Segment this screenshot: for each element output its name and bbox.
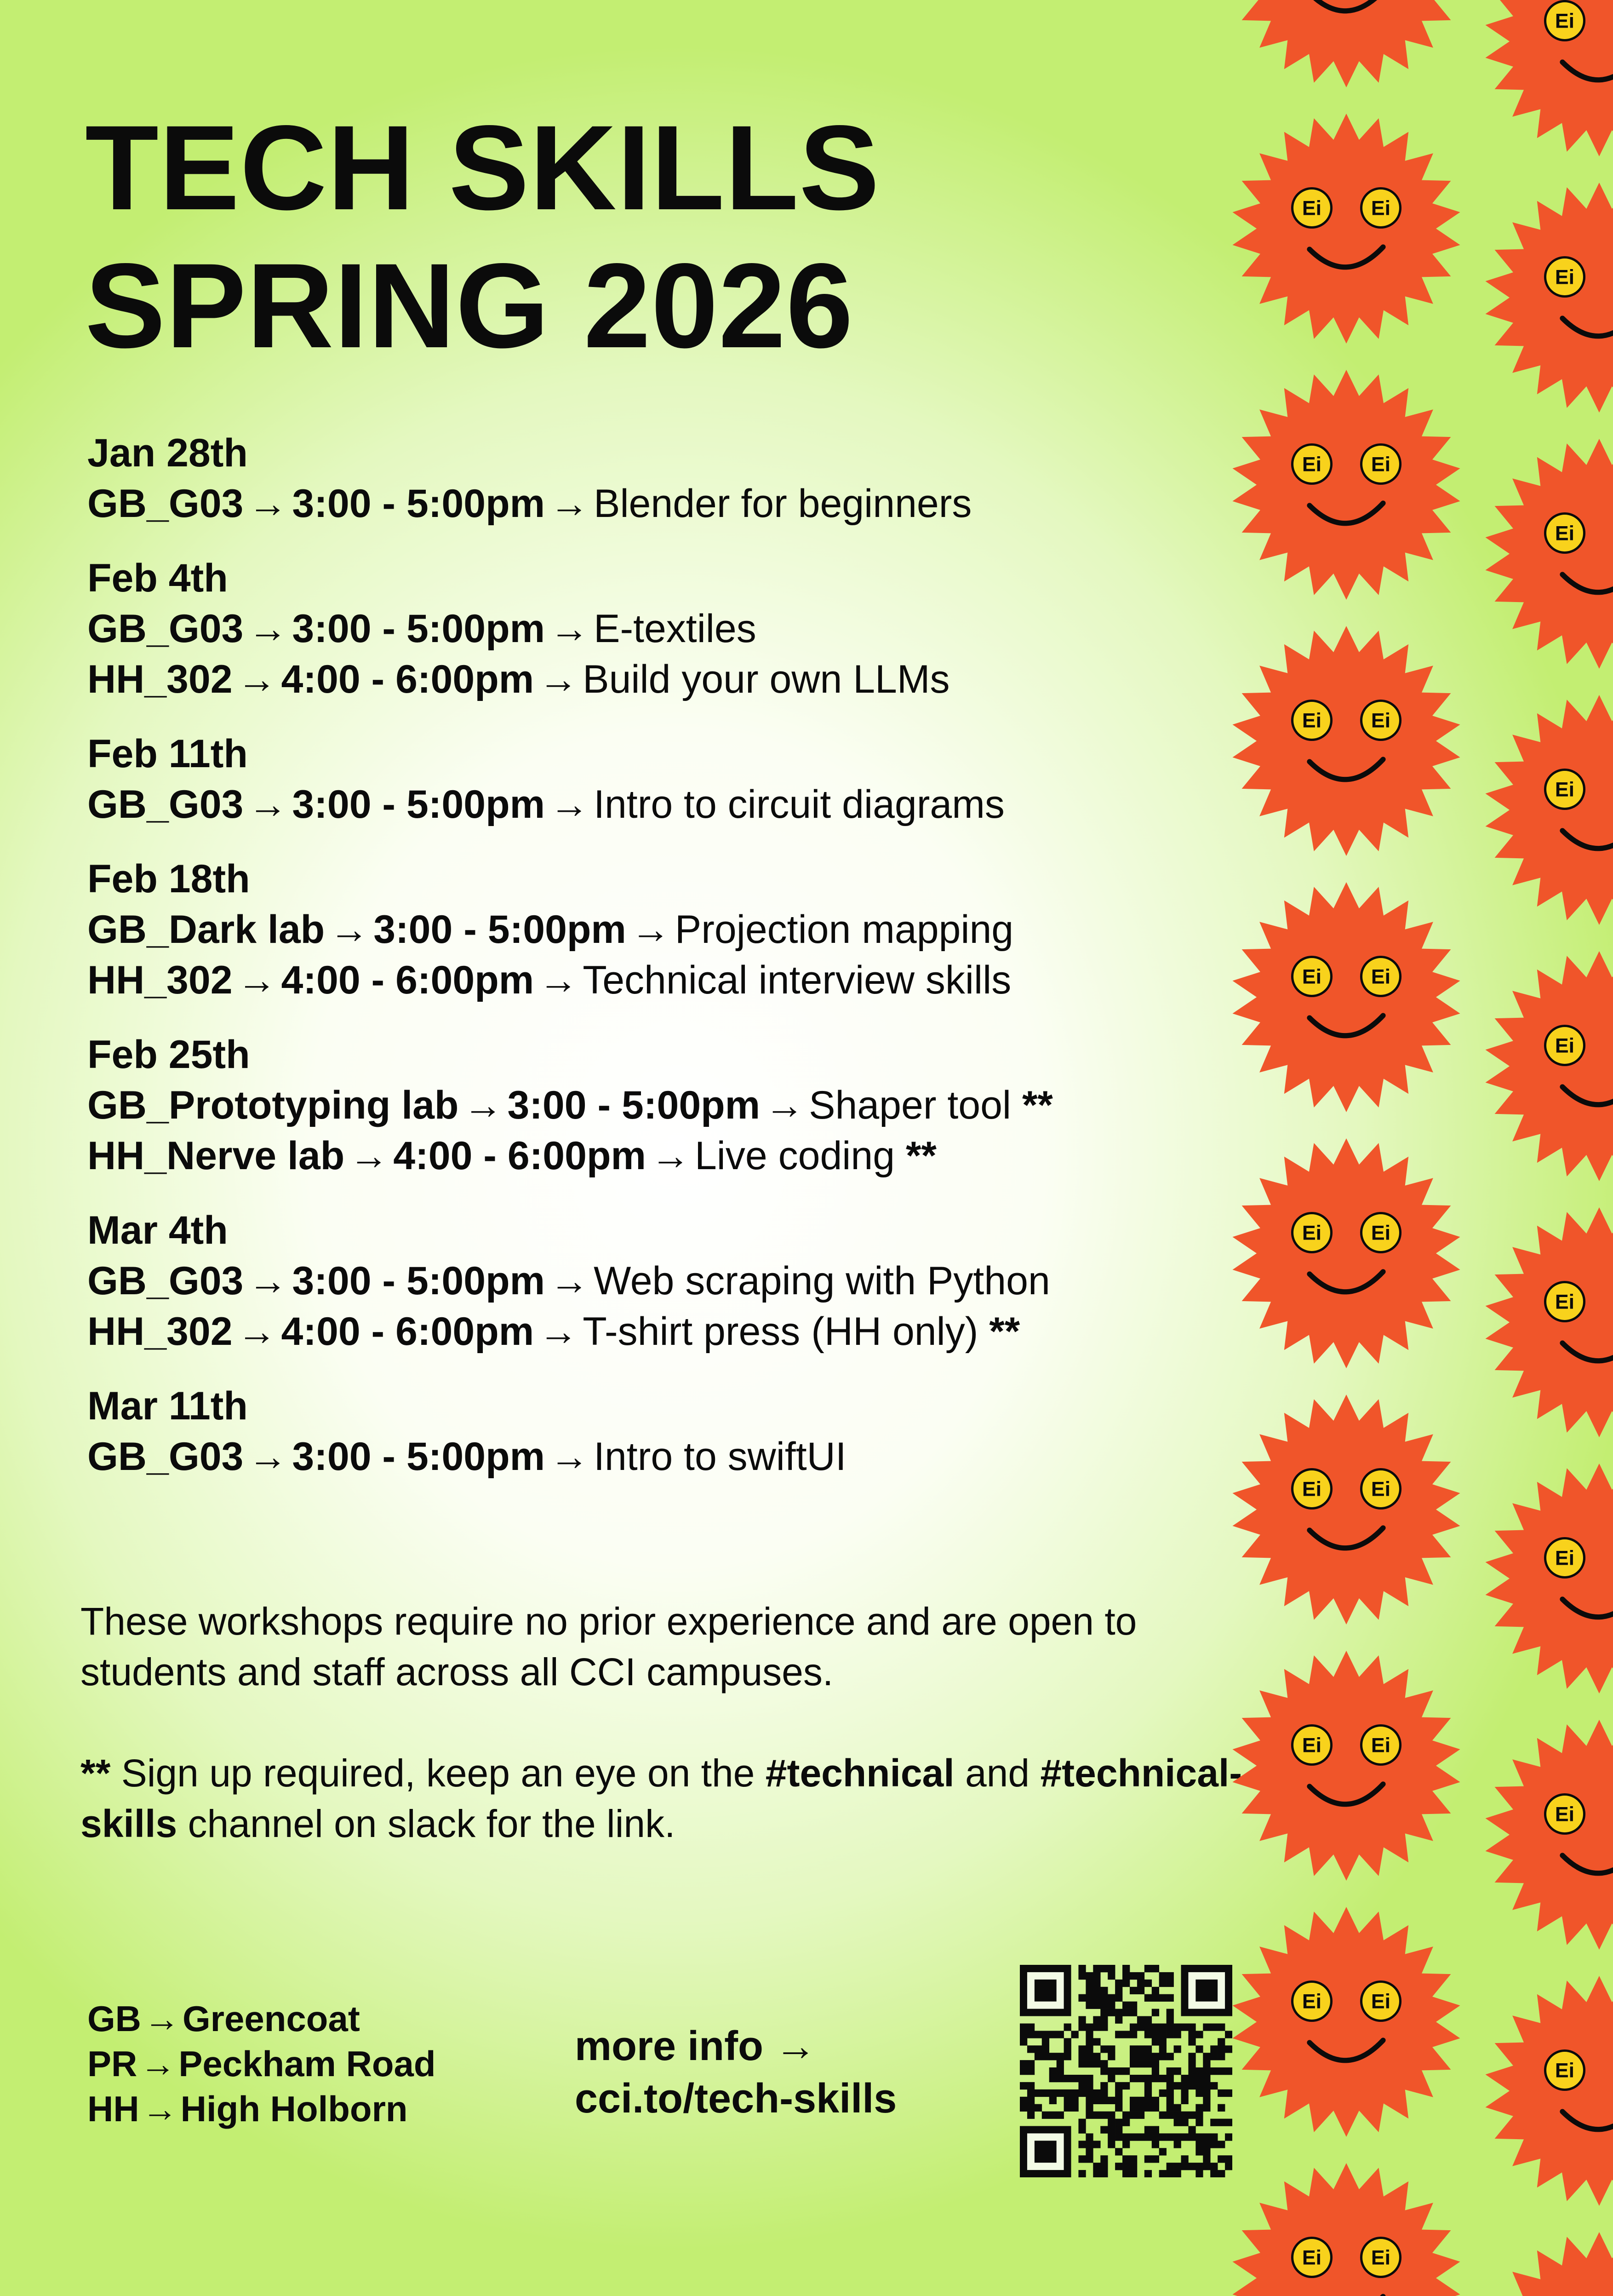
- cci-logo-text: Ei: [1302, 1478, 1322, 1501]
- title-line-2: SPRING 2026: [85, 238, 854, 373]
- signup-required-marker: **: [1022, 1083, 1053, 1127]
- cci-logo-text: Ei: [1302, 1222, 1322, 1245]
- session-topic: Intro to circuit diagrams: [594, 782, 1005, 827]
- cci-logo-text: Ei: [1555, 266, 1575, 289]
- session-topic: Shaper tool: [809, 1083, 1012, 1127]
- session-room: GB_Prototyping lab: [87, 1083, 459, 1127]
- arrow-icon: →: [538, 1309, 578, 1354]
- sun-mascot-icon: [1233, 1138, 1460, 1368]
- sun-mascot-icon: [1233, 626, 1460, 856]
- info-text: These workshops require no prior experience and are open to students and staff across all CCI campuses.: [80, 1600, 1137, 1693]
- arrow-icon: →: [142, 2089, 178, 2129]
- arrow-icon: →: [237, 657, 277, 701]
- signup-stars: **: [80, 1751, 111, 1795]
- session-time: 3:00 - 5:00pm: [292, 782, 545, 827]
- sun-mascot-icon: [1486, 1720, 1613, 1950]
- arrow-icon: →: [329, 907, 369, 952]
- session-time: 3:00 - 5:00pm: [373, 907, 626, 952]
- sun-mascot-icon: [1233, 1395, 1460, 1624]
- sun-mascot-icon: [1233, 1907, 1460, 2137]
- cci-logo-text: Ei: [1302, 1734, 1322, 1757]
- sun-mascot-icon: [1486, 1976, 1613, 2206]
- campus-item: [87, 2041, 436, 2086]
- more-info-label: more info →: [575, 2023, 817, 2069]
- session-topic: E-textiles: [594, 607, 756, 651]
- campus-item: [87, 2086, 436, 2131]
- session-room: GB_G03: [87, 1435, 244, 1479]
- cci-logo-text: Ei: [1555, 778, 1575, 801]
- sun-mascot-icon: [1486, 695, 1613, 925]
- arrow-icon: →: [140, 2043, 176, 2084]
- arrow-icon: →: [549, 782, 589, 827]
- arrow-icon: →: [630, 907, 670, 952]
- sun-mascot-icon: [1486, 439, 1613, 669]
- cci-logo-text: Ei: [1371, 1734, 1391, 1757]
- campus-code: PR: [87, 2043, 137, 2084]
- session-time: 3:00 - 5:00pm: [292, 1435, 545, 1479]
- session-row: [87, 1431, 1260, 1482]
- cci-logo-text: Ei: [1371, 1222, 1391, 1245]
- signup-required-marker: **: [989, 1309, 1020, 1354]
- schedule-day: [87, 1205, 1260, 1357]
- sun-mascot-icon: [1233, 114, 1460, 344]
- campus-name: Greencoat: [183, 1998, 360, 2039]
- session-room: GB_G03: [87, 782, 244, 827]
- slack-channel-technical: #technical: [765, 1751, 955, 1795]
- cci-logo-text: Ei: [1555, 10, 1575, 33]
- signup-note: ** Sign up required, keep an eye on the #technical and #technical-skills channel on slack for the link.: [80, 1751, 1242, 1845]
- campus-code: GB: [87, 1998, 141, 2039]
- session-row: [87, 1080, 1260, 1131]
- arrow-icon: →: [237, 958, 277, 1002]
- sun-mascot-icon: [1486, 2232, 1613, 2296]
- session-row: [87, 1306, 1260, 1357]
- arrow-icon: →: [549, 482, 589, 526]
- session-topic: Build your own LLMs: [583, 657, 950, 701]
- sun-mascot-icon: [1486, 0, 1613, 156]
- sun-mascot-pattern: [1231, 0, 1613, 2296]
- session-time: 4:00 - 6:00pm: [393, 1134, 646, 1178]
- arrow-icon: →: [538, 958, 578, 1002]
- arrow-icon: →: [248, 782, 288, 827]
- cci-logo-text: Ei: [1302, 453, 1322, 476]
- session-room: HH_Nerve lab: [87, 1134, 345, 1178]
- schedule-date: Feb 4th: [87, 556, 228, 600]
- slack-channel-technical-skills: #technical-skills: [80, 1751, 1242, 1845]
- qr-code-icon[interactable]: [1020, 1965, 1232, 2177]
- session-topic: Projection mapping: [675, 907, 1014, 952]
- signup-required-marker: **: [905, 1134, 937, 1178]
- arrow-icon: →: [549, 607, 589, 651]
- session-topic: Live coding: [694, 1134, 895, 1178]
- cci-logo-text: Ei: [1555, 1547, 1575, 1570]
- cci-logo-text: Ei: [1555, 1034, 1575, 1057]
- arrow-icon: →: [349, 1134, 389, 1178]
- arrow-icon: →: [237, 1309, 277, 1354]
- arrow-icon: →: [248, 1259, 288, 1303]
- info-block: [80, 1596, 1276, 1849]
- session-row: [87, 1256, 1260, 1306]
- campus-name: High Holborn: [180, 2089, 408, 2129]
- schedule-date: Feb 25th: [87, 1033, 250, 1077]
- session-time: 4:00 - 6:00pm: [281, 1309, 534, 1354]
- schedule-date: Feb 11th: [87, 732, 248, 776]
- arrow-icon: →: [144, 1998, 180, 2039]
- cci-logo-text: Ei: [1371, 2246, 1391, 2269]
- session-row: [87, 904, 1260, 955]
- session-room: HH_302: [87, 958, 233, 1002]
- campus-name: Peckham Road: [178, 2043, 436, 2084]
- cci-logo-text: Ei: [1555, 1291, 1575, 1314]
- schedule-date: Jan 28th: [87, 431, 248, 475]
- sun-mascot-icon: [1486, 1464, 1613, 1693]
- session-row: [87, 955, 1260, 1005]
- session-topic: Technical interview skills: [583, 958, 1012, 1002]
- cci-logo-text: Ei: [1555, 2059, 1575, 2082]
- session-room: GB_G03: [87, 482, 244, 526]
- session-time: 3:00 - 5:00pm: [507, 1083, 761, 1127]
- cci-logo-text: Ei: [1371, 197, 1391, 220]
- session-room: GB_G03: [87, 607, 244, 651]
- sun-mascot-icon: [1233, 1651, 1460, 1881]
- session-row: [87, 603, 1260, 654]
- session-room: HH_302: [87, 1309, 233, 1354]
- session-topic: Intro to swiftUI: [594, 1435, 847, 1479]
- schedule-day: [87, 729, 1260, 830]
- sun-mascot-icon: [1233, 370, 1460, 600]
- poster-title: [85, 99, 880, 375]
- cci-logo-text: Ei: [1555, 522, 1575, 545]
- cci-logo-text: Ei: [1555, 1803, 1575, 1826]
- cci-logo-text: Ei: [1371, 709, 1391, 732]
- session-topic: T-shirt press (HH only): [583, 1309, 978, 1354]
- session-topic: Web scraping with Python: [594, 1259, 1050, 1303]
- sun-mascot-icon: [1233, 882, 1460, 1112]
- cci-logo-text: Ei: [1371, 965, 1391, 988]
- session-room: GB_Dark lab: [87, 907, 325, 952]
- workshop-schedule: [87, 428, 1260, 1506]
- session-topic: Blender for beginners: [594, 482, 972, 526]
- arrow-icon: →: [538, 657, 578, 701]
- session-row: [87, 779, 1260, 830]
- session-row: [87, 654, 1260, 705]
- sun-mascot-icon: [1233, 0, 1460, 87]
- cci-logo-text: Ei: [1371, 453, 1391, 476]
- arrow-icon: →: [248, 1435, 288, 1479]
- campus-legend: [87, 1996, 436, 2131]
- sun-mascot-icon: [1486, 951, 1613, 1181]
- session-time: 3:00 - 5:00pm: [292, 482, 545, 526]
- cci-logo-text: Ei: [1302, 965, 1322, 988]
- more-info: [575, 2020, 897, 2125]
- session-time: 4:00 - 6:00pm: [281, 958, 534, 1002]
- arrow-icon: →: [248, 607, 288, 651]
- session-row: [87, 478, 1260, 529]
- schedule-date: Mar 11th: [87, 1384, 248, 1428]
- more-info-url[interactable]: cci.to/tech-skills: [575, 2076, 897, 2122]
- cci-logo-text: Ei: [1371, 1478, 1391, 1501]
- title-line-1: TECH SKILLS: [85, 100, 880, 235]
- cci-logo-text: Ei: [1302, 1990, 1322, 2013]
- arrow-icon: →: [549, 1435, 589, 1479]
- arrow-icon: →: [650, 1134, 690, 1178]
- arrow-icon: →: [549, 1259, 589, 1303]
- session-row: [87, 1131, 1260, 1181]
- schedule-day: [87, 1029, 1260, 1181]
- arrow-icon: →: [765, 1083, 805, 1127]
- session-time: 4:00 - 6:00pm: [281, 657, 534, 701]
- campus-item: [87, 1996, 436, 2041]
- schedule-day: [87, 1381, 1260, 1482]
- arrow-icon: →: [463, 1083, 503, 1127]
- schedule-day: [87, 428, 1260, 529]
- session-time: 3:00 - 5:00pm: [292, 607, 545, 651]
- session-time: 3:00 - 5:00pm: [292, 1259, 545, 1303]
- sun-mascot-icon: [1486, 1207, 1613, 1437]
- session-room: HH_302: [87, 657, 233, 701]
- campus-code: HH: [87, 2089, 139, 2129]
- schedule-day: [87, 854, 1260, 1005]
- sun-mascot-icon: [1233, 2163, 1460, 2296]
- schedule-day: [87, 553, 1260, 705]
- session-room: GB_G03: [87, 1259, 244, 1303]
- cci-logo-text: Ei: [1302, 2246, 1322, 2269]
- cci-logo-text: Ei: [1371, 1990, 1391, 2013]
- sun-mascot-icon: [1486, 183, 1613, 413]
- cci-logo-text: Ei: [1302, 197, 1322, 220]
- schedule-date: Mar 4th: [87, 1208, 228, 1252]
- arrow-icon: →: [248, 482, 288, 526]
- schedule-date: Feb 18th: [87, 857, 250, 901]
- cci-logo-text: Ei: [1302, 709, 1322, 732]
